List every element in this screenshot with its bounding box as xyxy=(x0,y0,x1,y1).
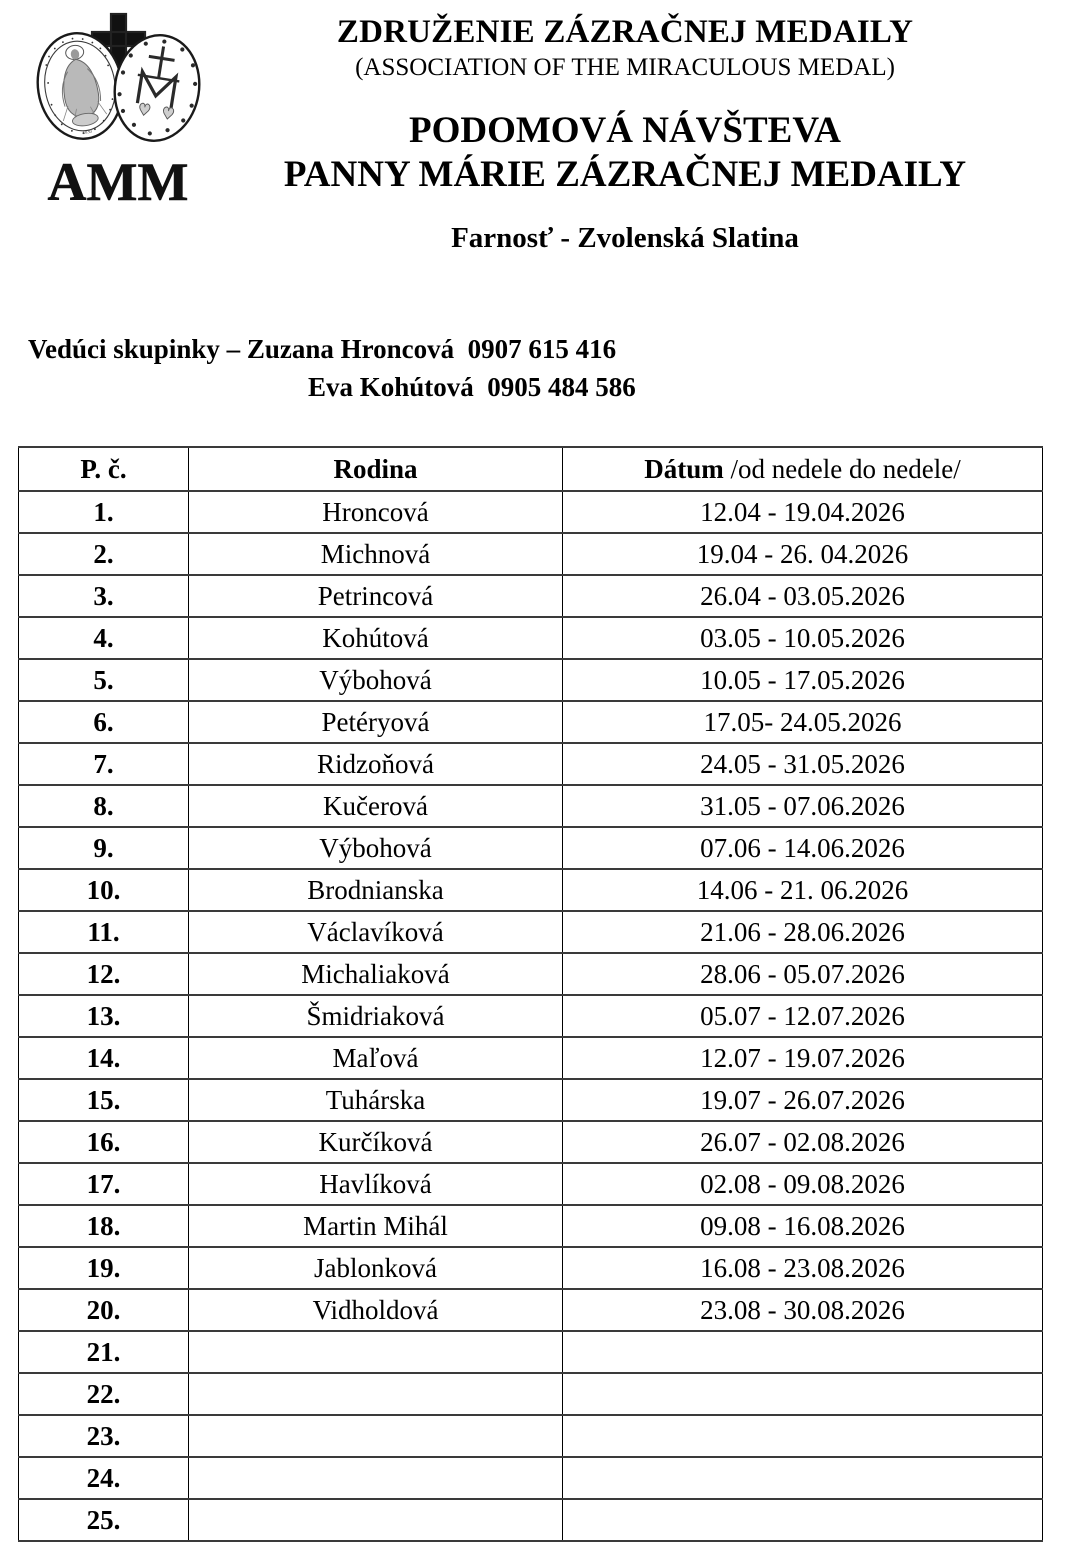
cell-date[interactable]: 19.04 - 26. 04.2026 xyxy=(563,533,1043,575)
cell-number: 4. xyxy=(19,617,189,659)
cell-family[interactable]: Kučerová xyxy=(189,785,563,827)
table-row xyxy=(19,953,1043,995)
cell-family[interactable]: Václavíková xyxy=(189,911,563,953)
association-title-en: (ASSOCIATION OF THE MIRACULOUS MEDAL) xyxy=(355,53,895,81)
table-row xyxy=(19,869,1043,911)
cell-family[interactable] xyxy=(189,1415,563,1457)
cell-number: 25. xyxy=(19,1499,189,1541)
table-row xyxy=(19,575,1043,617)
cell-date[interactable]: 26.04 - 03.05.2026 xyxy=(563,575,1043,617)
cell-date[interactable] xyxy=(563,1457,1043,1499)
cell-date[interactable]: 03.05 - 10.05.2026 xyxy=(563,617,1043,659)
group-leaders-block xyxy=(0,330,1090,407)
cell-date[interactable]: 12.07 - 19.07.2026 xyxy=(563,1037,1043,1079)
table-row xyxy=(19,1205,1043,1247)
cell-date[interactable] xyxy=(563,1373,1043,1415)
table-row xyxy=(19,1247,1043,1289)
cell-family[interactable]: Vidholdová xyxy=(189,1289,563,1331)
table-row xyxy=(19,995,1043,1037)
table-row xyxy=(19,701,1043,743)
cell-family[interactable] xyxy=(189,1499,563,1541)
cell-number: 15. xyxy=(19,1079,189,1121)
cell-number: 11. xyxy=(19,911,189,953)
cell-number: 13. xyxy=(19,995,189,1037)
table-row xyxy=(19,827,1043,869)
cell-number: 8. xyxy=(19,785,189,827)
cell-family[interactable]: Šmidriaková xyxy=(189,995,563,1037)
cell-family[interactable]: Tuhárska xyxy=(189,1079,563,1121)
cell-date[interactable]: 05.07 - 12.07.2026 xyxy=(563,995,1043,1037)
cell-number: 17. xyxy=(19,1163,189,1205)
cell-number: 23. xyxy=(19,1415,189,1457)
table-row xyxy=(19,1289,1043,1331)
cell-family[interactable]: Ridzoňová xyxy=(189,743,563,785)
cell-family[interactable]: Kohútová xyxy=(189,617,563,659)
cell-date[interactable]: 10.05 - 17.05.2026 xyxy=(563,659,1043,701)
schedule-table-body xyxy=(19,491,1043,1541)
table-row xyxy=(19,1457,1043,1499)
cell-number: 3. xyxy=(19,575,189,617)
cell-number: 1. xyxy=(19,491,189,533)
cell-date[interactable]: 17.05- 24.05.2026 xyxy=(563,701,1043,743)
cell-family[interactable]: Michaliaková xyxy=(189,953,563,995)
cell-family[interactable]: Maľová xyxy=(189,1037,563,1079)
cell-date[interactable]: 09.08 - 16.08.2026 xyxy=(563,1205,1043,1247)
column-header-number: P. č. xyxy=(19,447,189,491)
column-header-date-note: /od nedele do nedele/ xyxy=(723,453,961,484)
cell-number: 14. xyxy=(19,1037,189,1079)
main-title xyxy=(200,109,1050,196)
cell-date[interactable]: 21.06 - 28.06.2026 xyxy=(563,911,1043,953)
cell-family[interactable]: Michnová xyxy=(189,533,563,575)
cell-family[interactable]: Brodnianska xyxy=(189,869,563,911)
group-leader-phone-1: 0907 615 416 xyxy=(467,334,617,364)
table-row xyxy=(19,1373,1043,1415)
cell-number: 24. xyxy=(19,1457,189,1499)
cell-number: 20. xyxy=(19,1289,189,1331)
cell-number: 21. xyxy=(19,1331,189,1373)
table-row xyxy=(19,743,1043,785)
table-header-row xyxy=(19,447,1043,491)
cell-family[interactable] xyxy=(189,1457,563,1499)
table-row xyxy=(19,533,1043,575)
cell-family[interactable]: Martin Mihál xyxy=(189,1205,563,1247)
cell-date[interactable]: 24.05 - 31.05.2026 xyxy=(563,743,1043,785)
cell-number: 16. xyxy=(19,1121,189,1163)
column-header-date-bold: Dátum xyxy=(644,453,724,484)
cell-family[interactable]: Petrincová xyxy=(189,575,563,617)
main-title-line2: PANNY MÁRIE ZÁZRAČNEJ MEDAILY xyxy=(283,153,967,195)
cell-date[interactable]: 02.08 - 09.08.2026 xyxy=(563,1163,1043,1205)
group-leader-name-1: Zuzana Hroncová xyxy=(246,334,455,364)
table-row xyxy=(19,659,1043,701)
association-title-sk: ZDRUŽENIE ZÁZRAČNEJ MEDAILY xyxy=(336,14,914,50)
column-header-date xyxy=(563,447,1043,491)
cell-number: 22. xyxy=(19,1373,189,1415)
cell-family[interactable]: Havlíková xyxy=(189,1163,563,1205)
cell-number: 5. xyxy=(19,659,189,701)
table-row xyxy=(19,1331,1043,1373)
miraculous-medal-logo xyxy=(18,8,218,208)
table-row xyxy=(19,491,1043,533)
cell-date[interactable] xyxy=(563,1331,1043,1373)
cell-family[interactable]: Výbohová xyxy=(189,827,563,869)
group-leader-name-2: Eva Kohútová xyxy=(308,372,474,403)
table-row xyxy=(19,1037,1043,1079)
cell-family[interactable] xyxy=(189,1373,563,1415)
group-leader-row-1 xyxy=(0,330,1090,368)
cell-date[interactable]: 23.08 - 30.08.2026 xyxy=(563,1289,1043,1331)
cell-family[interactable] xyxy=(189,1331,563,1373)
cell-number: 7. xyxy=(19,743,189,785)
table-row xyxy=(19,1121,1043,1163)
cell-family[interactable]: Jablonková xyxy=(189,1247,563,1289)
group-leader-phone-2: 0905 484 586 xyxy=(487,372,636,403)
table-row xyxy=(19,1499,1043,1541)
column-header-family: Rodina xyxy=(189,447,563,491)
table-row xyxy=(19,617,1043,659)
cell-date[interactable]: 07.06 - 14.06.2026 xyxy=(563,827,1043,869)
cell-date[interactable]: 19.07 - 26.07.2026 xyxy=(563,1079,1043,1121)
document-header xyxy=(0,0,1090,300)
cell-date[interactable]: 14.06 - 21. 06.2026 xyxy=(563,869,1043,911)
cell-date[interactable] xyxy=(563,1415,1043,1457)
group-leader-row-2 xyxy=(0,368,1090,406)
title-block xyxy=(200,14,1050,255)
logo-acronym: AMM xyxy=(47,152,189,208)
table-row xyxy=(19,911,1043,953)
schedule-table-container xyxy=(18,446,1042,1542)
cell-number: 2. xyxy=(19,533,189,575)
cell-number: 12. xyxy=(19,953,189,995)
cell-number: 6. xyxy=(19,701,189,743)
cell-number: 9. xyxy=(19,827,189,869)
schedule-table xyxy=(18,446,1043,1542)
main-title-line1: PODOMOVÁ NÁVŠTEVA xyxy=(408,109,842,151)
cell-date[interactable]: 16.08 - 23.08.2026 xyxy=(563,1247,1043,1289)
cell-family[interactable]: Kurčíková xyxy=(189,1121,563,1163)
cell-family[interactable]: Výbohová xyxy=(189,659,563,701)
cell-date[interactable]: 26.07 - 02.08.2026 xyxy=(563,1121,1043,1163)
cell-family[interactable]: Petéryová xyxy=(189,701,563,743)
cell-date[interactable] xyxy=(563,1499,1043,1541)
cell-number: 10. xyxy=(19,869,189,911)
table-row xyxy=(19,1079,1043,1121)
group-leaders-label: Vedúci skupinky – xyxy=(28,334,247,364)
cell-number: 19. xyxy=(19,1247,189,1289)
cell-family[interactable]: Hroncová xyxy=(189,491,563,533)
cell-number: 18. xyxy=(19,1205,189,1247)
svg-text:1830: 1830 xyxy=(82,128,93,136)
cell-date[interactable]: 31.05 - 07.06.2026 xyxy=(563,785,1043,827)
table-row xyxy=(19,1163,1043,1205)
cell-date[interactable]: 12.04 - 19.04.2026 xyxy=(563,491,1043,533)
table-row xyxy=(19,1415,1043,1457)
parish-name: Farnosť - Zvolenská Slatina xyxy=(451,222,799,255)
table-row xyxy=(19,785,1043,827)
cell-date[interactable]: 28.06 - 05.07.2026 xyxy=(563,953,1043,995)
